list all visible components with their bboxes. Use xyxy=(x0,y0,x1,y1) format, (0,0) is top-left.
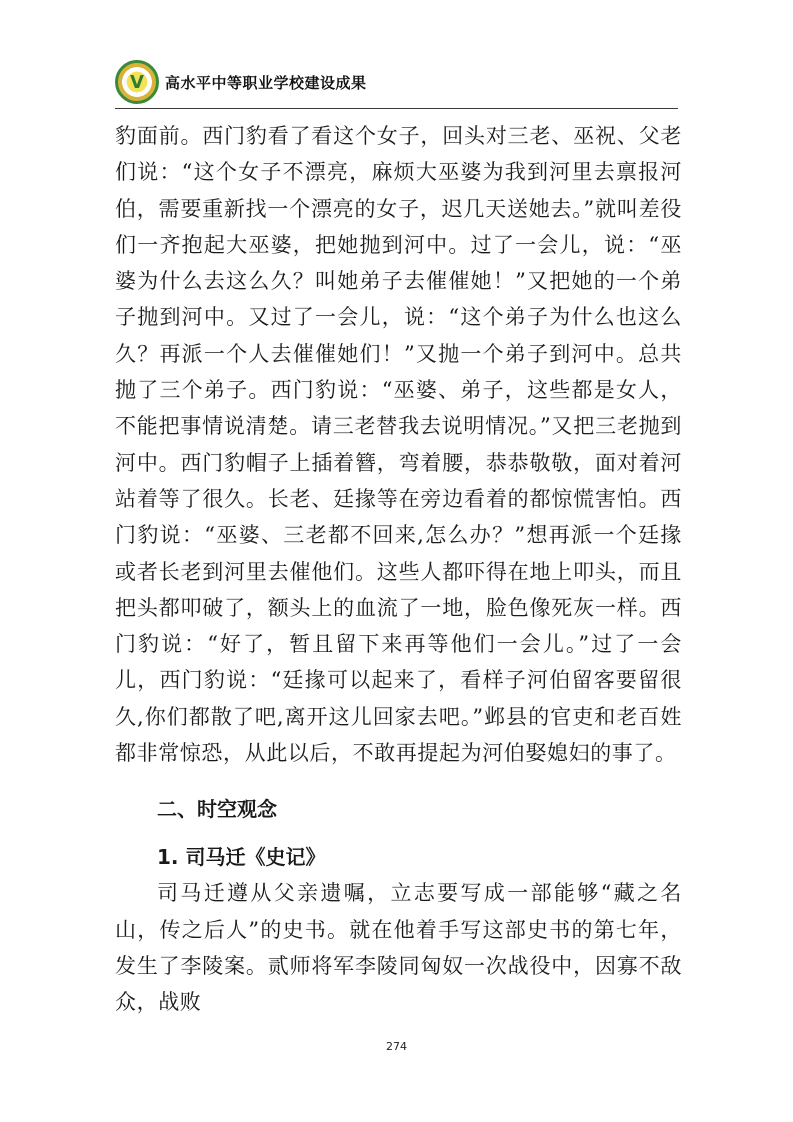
document-body xyxy=(115,118,682,1021)
logo-letter: V xyxy=(130,71,144,93)
section-heading: 二、时空观念 xyxy=(157,797,277,822)
body-paragraph-1: 豹面前。西门豹看了看这个女子，回头对三老、巫祝、父老们说：“这个女子不漂亮，麻烦大巫婆为我到河里去禀报河伯，需要重新找一个漂亮的女子，迟几天送她去。”就叫差役们一齐抱起大巫婆，把她抛到河中。过了一会儿，说：“巫婆为什么去这么久？叫她弟子去催催她！”又把她的一个弟子抛到河中。又过了一会儿，说：“这个弟子为什么也这么久？再派一个人去催催她们！”又抛一个弟子到河中。总共抛了三个弟子。西门豹说：“巫婆、弟子，这些都是女人，不能把事情说清楚。请三老替我去说明情况。”又把三老抛到河中。西门豹帽子上插着簪，弯着腰，恭恭敬敬，面对着河站着等了很久。长老、廷掾等在旁边看着的都惊慌害怕。西门豹说：“巫婆、三老都不回来,怎么办？”想再派一个廷掾或者长老到河里去催他们。这些人都吓得在地上叩头，而且把头都叩破了，额头上的血流了一地，脸色像死灰一样。西门豹说：“好了，暂且留下来再等他们一会儿。”过了一会儿，西门豹说：“廷掾可以起来了，看样子河伯留客要留很久,你们都散了吧,离开这儿回家去吧。”邺县的官吏和老百姓都非常惊恐，从此以后，不敢再提起为河伯娶媳妇的事了。 xyxy=(115,124,682,766)
header-divider xyxy=(115,108,678,109)
subsection-heading: 1. 司马迁《史记》 xyxy=(157,845,326,870)
body-paragraph-2: 司马迁遵从父亲遗嘱，立志要写成一部能够“藏之名山，传之后人”的史书。就在他着手写这部史书的第七年，发生了李陵案。贰师将军李陵同匈奴一次战役中，因寡不敌众，战败 xyxy=(115,881,682,1015)
school-logo-icon xyxy=(115,60,159,104)
header-title: 高水平中等职业学校建设成果 xyxy=(165,73,367,92)
page-number: 274 xyxy=(386,1040,407,1053)
page-header xyxy=(115,60,367,104)
